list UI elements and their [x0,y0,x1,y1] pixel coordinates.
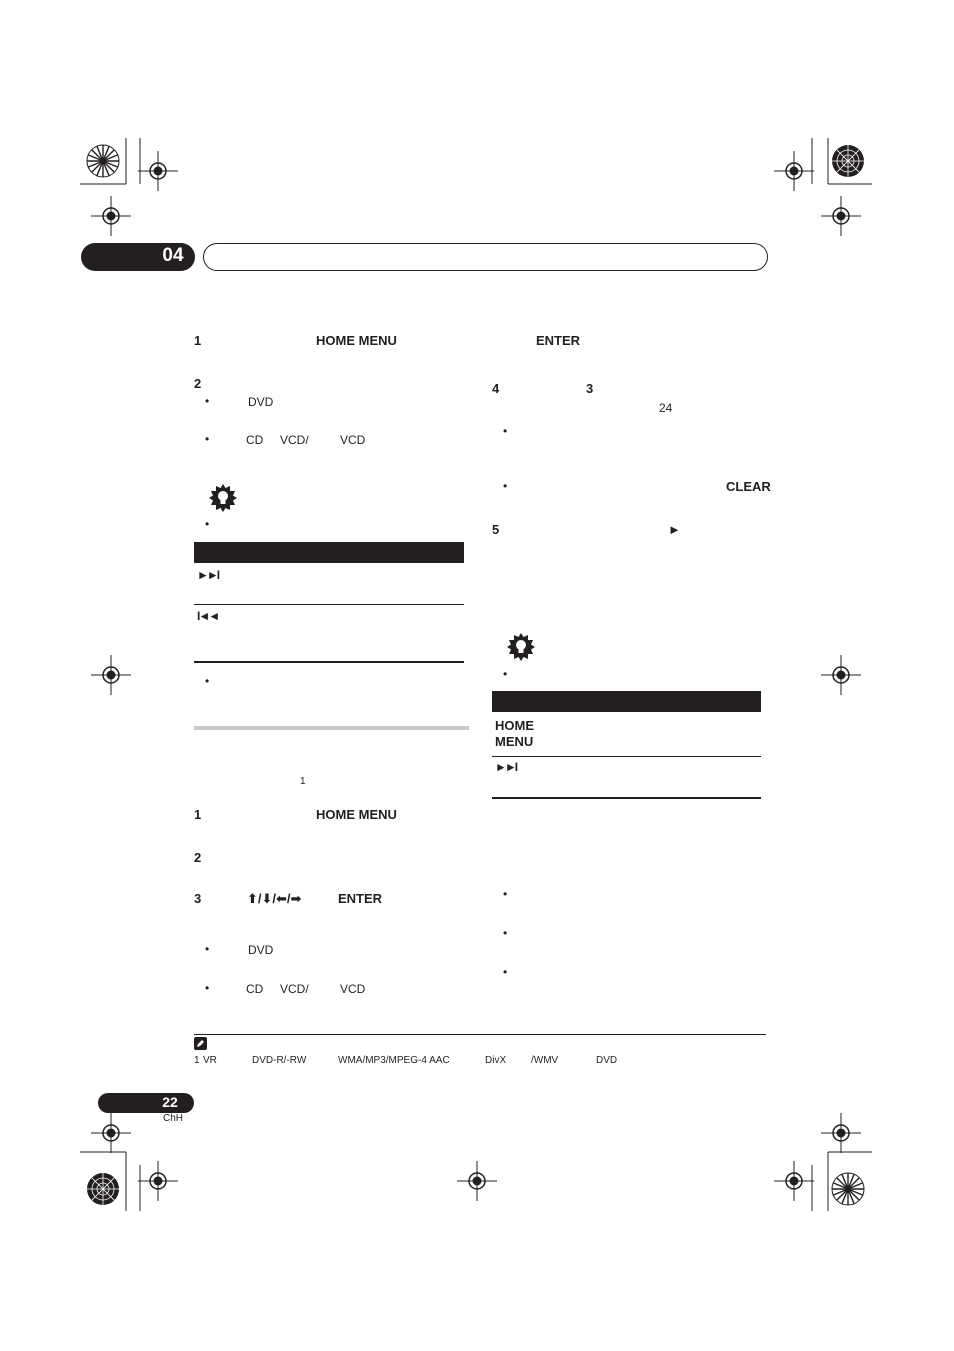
play-icon: ► [668,522,681,537]
bullet: • [205,394,210,408]
note-pencil-icon [194,1037,207,1050]
bullet: • [205,674,210,688]
enter-key: ENTER [338,891,383,906]
footnote-reference: 1 [300,776,306,787]
bullet: • [205,432,210,446]
registration-target-icon [774,151,814,191]
table-bottom-rule [194,661,464,663]
footnote-text: DivX [485,1055,507,1066]
disc-type-label: VCD/ [280,433,309,447]
next-track-icon: ►►I [197,568,219,582]
registration-target-icon [821,1113,861,1153]
disc-type-label: VCD/ [280,982,309,996]
footnote-text: /WMV [531,1055,559,1066]
table-divider [194,604,464,605]
registration-target-icon [821,196,861,236]
bullet: • [503,887,508,901]
bullet: • [503,926,508,940]
footnote-text: VR [203,1055,217,1066]
footnote-number: 1 [194,1055,200,1066]
footnote-text: DVD-R/-RW [252,1055,307,1066]
bullet: • [503,965,508,979]
registration-target-icon [91,655,131,695]
registration-target-icon [821,655,861,695]
arrow-keys-icon: ⬆/⬇/⬅/➡ [247,891,302,906]
bullet: • [503,479,508,493]
menu-key-label: MENU [495,734,534,749]
registration-target-icon [138,151,178,191]
footnote-text: DVD [596,1055,618,1066]
step-number: 4 [492,381,500,396]
disc-type-label: VCD [340,433,366,447]
registration-target-icon [138,1161,178,1201]
footnote-rule [194,1034,766,1035]
table-divider [492,756,761,757]
step-reference: 3 [586,381,594,396]
chapter-number: 04 [162,245,184,266]
home-menu-key: HOME MENU [316,807,397,822]
registration-target-icon [91,196,131,236]
bullet: • [205,942,210,956]
tip-lightbulb-icon [209,484,237,512]
step-number: 1 [194,333,202,348]
disc-type-label: DVD [248,395,274,409]
bullet: • [503,424,508,438]
tip-lightbulb-icon [507,633,535,661]
enter-key: ENTER [536,333,581,348]
disc-type-label: CD [246,982,264,996]
table-bottom-rule [492,797,761,799]
table-header-band [492,691,761,712]
disc-type-label: CD [246,433,264,447]
registration-target-icon [457,1161,497,1201]
step-number: 3 [194,891,202,906]
table-header-band [194,542,464,563]
step-number: 5 [492,522,500,537]
previous-track-icon: I◄◄ [197,609,219,623]
step-number: 2 [194,376,202,391]
home-menu-key: HOME MENU [316,333,397,348]
registration-target-icon [774,1161,814,1201]
value-text: 24 [659,401,673,415]
chapter-title-bar [203,243,768,271]
footnote-text: WMA/MP3/MPEG-4 AAC [338,1055,450,1066]
registration-target-icon [91,1113,131,1153]
bullet: • [205,981,210,995]
tip-bullet: • [205,517,210,531]
step-number: 1 [194,807,202,822]
section-divider [194,726,469,730]
next-track-icon: ►►I [495,760,517,774]
disc-type-label: DVD [248,943,274,957]
step-number: 2 [194,850,202,865]
home-key-label: HOME [495,718,534,733]
tip-bullet: • [503,667,508,681]
language-code: ChH [163,1113,184,1124]
page-number: 22 [162,1094,178,1110]
clear-key: CLEAR [726,479,771,494]
disc-type-label: VCD [340,982,366,996]
